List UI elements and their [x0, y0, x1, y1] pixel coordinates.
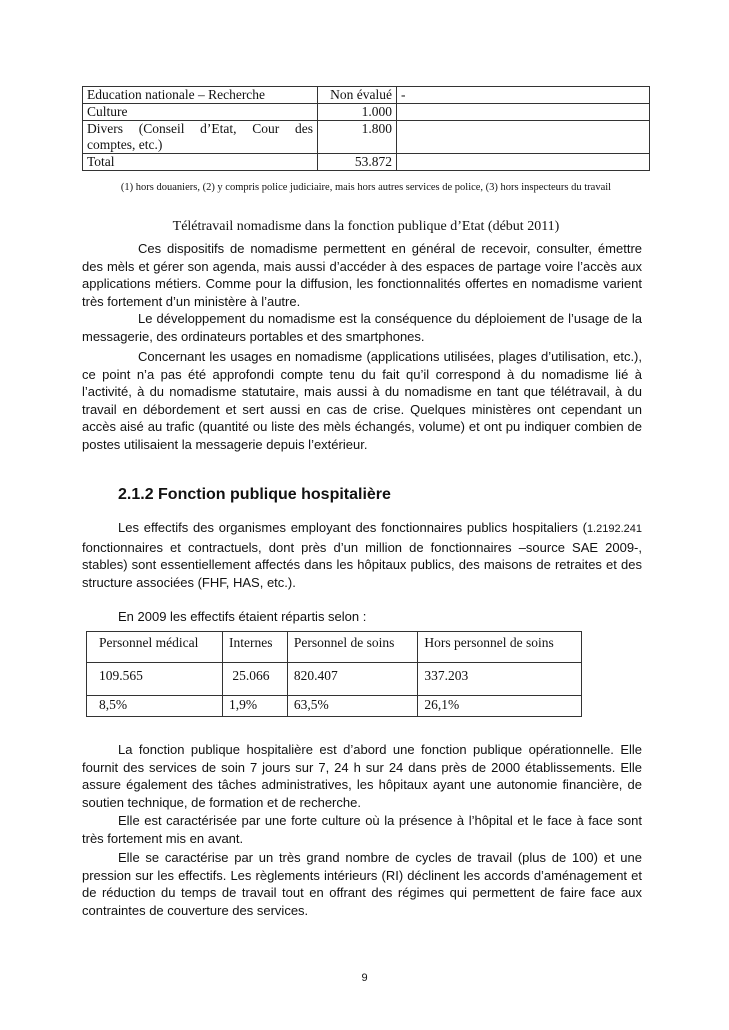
header-cell: Personnel médical [87, 632, 223, 663]
table-footnote: (1) hors douaniers, (2) y compris police judiciaire, mais hors autres services de police, (3) hors inspecteurs du travail [120, 182, 612, 193]
row-value: 53.872 [318, 154, 397, 171]
percent-cell: 1,9% [223, 696, 288, 717]
row-label: Total [83, 154, 318, 171]
intro-text-post: fonctionnaires et contractuels, dont près d’un million de fonctionnaires –source SAE 2009-, stables) sont essentiellement affectés dans les hôpitaux publics, des maisons de retraites et des structure associées (FHF, HAS, etc.). [82, 539, 642, 590]
row-value: Non évalué [318, 87, 397, 104]
table-row [87, 696, 582, 717]
intro-paragraph [82, 519, 642, 591]
value-cell: 337.203 [418, 663, 582, 696]
value-cell: 25.066 [223, 663, 288, 696]
effectifs-table [86, 631, 582, 717]
row-label: Culture [83, 104, 318, 121]
repartition-intro: En 2009 les effectifs étaient répartis selon : [118, 609, 367, 624]
value-cell: 820.407 [287, 663, 417, 696]
intro-text-number: 1.2192.241 [586, 523, 642, 535]
row-extra [397, 104, 650, 121]
paragraph: Elle est caractérisée par une forte culture où la présence à l’hôpital et le face à face sont très fortement mis en avant. [82, 813, 642, 846]
ministry-table [82, 86, 650, 171]
header-cell: Hors personnel de soins [418, 632, 582, 663]
intro-text-pre: Les effectifs des organismes employant des fonctionnaires publics hospitaliers ( [118, 520, 587, 535]
row-label: Education nationale – Recherche [83, 87, 318, 104]
table-row [83, 104, 650, 121]
paragraph: Concernant les usages en nomadisme (applications utilisées, plages d’utilisation, etc.), ce point n’a pas été approfondi compte tenu du fait qu’il correspond à du nomadisme lié à l’activité, à du nomadisme statutaire, mais aussi à du nomadisme en tant que télétravail, à du travail en débordement et sert aussi en cas de crise. Quelques ministères ont cependant un accès aisé au trafic (quantité ou liste des mèls échangés, volume) et ont pu indiquer combien de postes utilisaient la messagerie depuis l’extérieur. [82, 349, 642, 452]
page-number: 9 [361, 972, 368, 984]
percent-cell: 8,5% [87, 696, 223, 717]
section-heading: 2.1.2 Fonction publique hospitalière [118, 486, 391, 503]
row-value: 1.000 [318, 104, 397, 121]
row-extra [397, 121, 650, 154]
paragraph: La fonction publique hospitalière est d’abord une fonction publique opérationnelle. Elle fournit des services de soin 7 jours sur 7, 24 h sur 24 dans près de 2000 établissements. Elle assure également des tâches administratives, les hôpitaux ayant une autonomie financière, de soutien technique, de formation et de recherche. [82, 742, 642, 810]
table-row [83, 87, 650, 104]
value-cell: 109.565 [87, 663, 223, 696]
section-title: Télétravail nomadisme dans la fonction publique d’Etat (début 2011) [172, 219, 560, 234]
table-row [83, 121, 650, 154]
percent-cell: 26,1% [418, 696, 582, 717]
row-label: Divers (Conseil d’Etat, Cour des comptes, etc.) [83, 121, 318, 154]
paragraph: Elle se caractérise par un très grand nombre de cycles de travail (plus de 100) et une pression sur les effectifs. Les règlements intérieurs (RI) déclinent les accords d’aménagement et de réduction du temps de travail tout en offrant des régimes qui permettent de faire face aux contraintes de couverture des services. [82, 850, 642, 918]
table-row [83, 154, 650, 171]
row-extra: - [397, 87, 650, 104]
row-value: 1.800 [318, 121, 397, 154]
paragraph: Le développement du nomadisme est la conséquence du déploiement de l’usage de la messagerie, des ordinateurs portables et des smartphones. [82, 311, 642, 344]
table-row [87, 663, 582, 696]
row-extra [397, 154, 650, 171]
paragraph: Ces dispositifs de nomadisme permettent en général de recevoir, consulter, émettre des mèls et gérer son agenda, mais aussi d’accéder à des espaces de partage voire l’accès aux applications métiers. Comme pour la diffusion, les fonctionnalités offertes en nomadisme varient très fortement d’un ministère à l’autre. [82, 241, 642, 309]
header-cell: Personnel de soins [287, 632, 417, 663]
table-row [87, 632, 582, 663]
header-cell: Internes [223, 632, 288, 663]
percent-cell: 63,5% [287, 696, 417, 717]
